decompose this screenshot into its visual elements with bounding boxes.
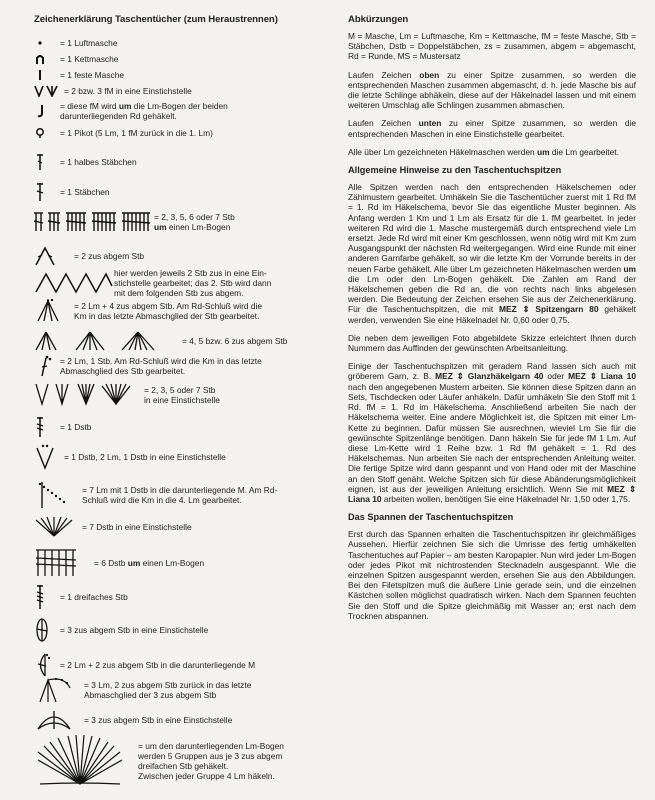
v-shells-icon (34, 382, 144, 408)
legend-text: = 2, 3, 5 oder 7 Stb in eine Einstichstelle (144, 385, 220, 405)
dstb-icon (34, 416, 60, 438)
legend-row-kettmasche (34, 53, 118, 65)
legend-text: = 4, 5 bzw. 6 zus abgem Stb (182, 336, 288, 346)
legend-row-groups-big (34, 734, 284, 788)
legend-row-three-tog (34, 617, 208, 643)
legend-text: = 6 Dstb um einen Lm-Bogen (94, 558, 205, 568)
two-three-fm-icon (34, 85, 64, 97)
legend-text: = 1 feste Masche (60, 70, 125, 80)
legend-text: = 1 Dstb, 2 Lm, 1 Dstb in eine Einstichstelle (64, 452, 226, 462)
three-dreifach-icon (34, 709, 84, 731)
paragraph-unten: Laufen Zeichen unten zu einer Spitze zusammen, so werden die entsprechenden Maschen in eine Einstichstelle gearbeitet. (348, 118, 636, 139)
two-tog-icon (34, 246, 74, 266)
paragraph-oben: Laufen Zeichen oben zu einer Spitze zusammen, so werden die entsprechenden Maschen zusammen abgemascht, d. h. jede Masche bis auf die letzte Schlinge abhäkeln, diese auf der Häkelnadel lassen und mit einem weiteren Umschlag alle Schlingen zusammen abmaschen. (348, 69, 636, 111)
allgemeine-hinweise-title: Allgemeine Hinweise zu den Taschentuchspitzen (348, 165, 562, 176)
legend-row-dstb-lm (34, 444, 226, 470)
legend-text: = 1 Luftmasche (60, 38, 118, 48)
legend-row-fan-ch (34, 299, 262, 323)
paragraph-allgemein-2: Die neben dem jeweiligen Foto abgebildete Skizze erleichtert Ihnen durch Nummern das Auffinden der gewünschten Arbeitsanleitung. (348, 332, 636, 354)
legend-text: = 3 zus abgem Stb in eine Einstichstelle (60, 625, 209, 635)
legend-text: = 2, 3, 5, 6 oder 7 Stb um einen Lm-Bogen (154, 212, 235, 232)
legend-row-halbes-stb (34, 153, 137, 171)
legend-row-j (34, 101, 228, 121)
legend-row-seven-dstb (34, 516, 192, 538)
legend-text: = 3 Lm, 2 zus abgem Stb zurück in das letzte Abmaschglied der 3 zus abgem Stb (84, 680, 252, 700)
legend-column (34, 14, 340, 781)
legend-row-six-dstb (34, 548, 204, 578)
legend-row-luftmasche (34, 38, 118, 48)
ch-two-tog-icon (34, 652, 60, 678)
legend-text: = 1 Kettmasche (60, 54, 119, 64)
legend-row-lm-three (34, 676, 251, 704)
legend-text: = 2 bzw. 3 fM in eine Einstichstelle (64, 86, 192, 96)
abkuerzungen-text: M = Masche, Lm = Luftmasche, Km = Kettmasche, fM = feste Masche, Stb = Stäbchen, Dstb = Doppelstäbchen, zs = zusammen, abgem = abgemascht, Rd = Runde, MS = Mustersatz (348, 31, 636, 62)
legend-title: Zeichenerklärung Taschentücher (zum Heraustrennen) (34, 14, 278, 25)
paragraph-spannen: Erst durch das Spannen erhalten die Taschentuchspitzen ihr gleichmäßiges Aussehen. Hierfür zeichnen Sie sich die Umrisse des fertig umhäkelten Taschentuches auf Papier – am besten Karopapier. Nun wird jeder Lm-Bogen oder jedes Pikot mit nichtrostenden Stecknadeln ausgespannt. Wie die einzelnen Spitzen ausgespannt werden, ersehen Sie aus den Abbildungen. Bei den Filetspitzen muß die äußere Linie gerade sein, und die einzelnen Kästchen sollen möglichst quadratisch wirken. Nach dem Spannen feuchten Sie den Stoff und die Spitze gleichmäßig mit Wasser an; erst nach dem Trocknen abspannen. (348, 529, 636, 621)
stab-icon (34, 182, 60, 202)
groups-big-icon (34, 734, 138, 788)
feste-masche-icon (34, 69, 60, 81)
legend-text: = 7 Dstb in eine Einstichstelle (82, 522, 192, 532)
paragraph-alle: Alle über Lm gezeichneten Häkelmaschen werden um die Lm gearbeitet. (348, 146, 619, 157)
dstb-lm-icon (34, 444, 64, 470)
kettmasche-icon (34, 53, 60, 65)
ch-stb-icon (34, 354, 60, 378)
legend-text: = diese fM wird um die Lm-Bogen der beiden darunterliegenden Rd gehäkelt. (60, 101, 228, 121)
legend-row-staebchen (34, 182, 110, 202)
legend-row-two-tog (34, 246, 144, 266)
legend-text: = 2 zus abgem Stb (74, 251, 145, 261)
legend-text: = 1 Pikot (5 Lm, 1 fM zurück in die 1. Lm) (60, 128, 213, 138)
legend-text: = 1 dreifaches Stb (60, 592, 128, 602)
seven-dstb-icon (34, 516, 82, 538)
legend-text: = 2 Lm + 4 zus abgem Stb. Am Rd-Schluß wird die Km in das letzte Abmaschglied der Stb gearbeitet. (74, 301, 263, 321)
fan-ch-icon (34, 299, 74, 323)
text-column (348, 14, 636, 629)
legend-row-pikot (34, 127, 213, 139)
paragraph-allgemein-3: Einige der Taschentuchspitzen mit geradem Rand lassen sich auch mit gröberem Garn, z. B. MEZ ⇕ Glanzhäkelgarn 40 oder MEZ ⇕ Liana 10 nach den angegebenen Mustern arbeiten. Sie können diese Spitzen dann an Sets, Tischdecken oder Läufer anhäkeln. Dafür umhäkeln Sie den Stoff mit 1 Rd. fM = 1. Rd im Häkelschema. Anschließend arbeiten Sie nach der Häkelschema weiter. Eine andere Möglichkeit ist, die Spitzen mit einer Lm-Kette zu beginnen. Dafür müssen Sie ausrechnen, wieviel Lm Sie für die gewünschte Spitzenlänge benötigen. Dann häkeln Sie für jede fM 1 Lm. Auf diese Lm-Kette wird 1 Reihe bzw. 1 Rd fM gehäkelt = 1. Rd des Häkelschemas. Nun arbeiten Sie nach der entsprechenden Anleitung weiter. Die fertige Spitze wird dann gespannt und von Hand oder mit der Maschine an den Stoff genäht. Welche Spitzen sich für diese Abänderungsmöglichkeit eignen, ist aus der jeweiligen Anleitung ersichtlich. Wenn Sie mit MEZ ⇕ Liana 10 arbeiten wollen, benötigen Sie eine Häkelnadel Nr. 1,50 oder 1,75. (348, 361, 636, 504)
legend-row-three-dreifach (34, 709, 232, 731)
legend-text: = 1 halbes Stäbchen (60, 157, 137, 167)
halbes-stb-icon (34, 153, 60, 171)
paragraph-allgemein-1: Alle Spitzen werden nach den entsprechenden Häkelschemen oder Zählmustern gearbeitet. Umhäkeln Sie die Taschentücher zuerst mit 1 Rd fM = 1. Rd im Häkelschema, bevor Sie das eigentliche Muster beginnen. Als Anfang werden 1 Km und 1 Lm als Ersatz für die 1. fM gearbeitet. In jeder weiteren Rd wird die 1. Masche mustergemäß durch entsprechend viele Lm ersetzt. Jede Rd wird mit einer Km geschlossen, wenn nötig wird mit Km zum Ausgangspunkt der nächsten Rd weitergegangen. Wird eine Runde mit einer anderen Garnfarbe gehäkelt, so wir die letzte Km der Vorrunde bereits in der neuen Farbe gehäkelt. Alle über Lm gezeichneten Häkelmaschen werden um die Lm oder den Lm-Bogen gehäkelt. Die Zahlen am Rand der Häkelschemen geben die Rd an, die von rechts nach links abgelesen werden. Die Bedeutung der Zeichen ersehen Sie aus der Zeichenerklärung. Für die Taschentuchspitzen, die mit MEZ ⇕ Spitzengarn 80 gehäkelt werden, verwenden Sie eine Häkelnadel Nr. 0,60 oder 0,75. (348, 182, 636, 325)
legend-row-lm-dstb (34, 480, 277, 510)
legend-text: = 3 zus abgem Stb in eine Einstichstelle (84, 715, 233, 725)
j-icon (34, 104, 60, 118)
legend-row-dstb (34, 416, 91, 438)
three-tog-icon (34, 617, 60, 643)
legend-row-ch-two-tog (34, 652, 255, 678)
six-dstb-icon (34, 548, 94, 578)
legend-row-two-three-fm (34, 85, 192, 97)
legend-row-ch-stb (34, 354, 262, 378)
zigzag-icon (34, 270, 114, 296)
legend-text: = 1 Dstb (60, 422, 92, 432)
fans-tog-icon (34, 330, 182, 352)
legend-row-zigzag (34, 268, 271, 298)
legend-text: = 2 Lm + 2 zus abgem Stb in die darunterliegende M (60, 660, 256, 670)
legend-row-feste-masche (34, 69, 124, 81)
legend-text: = 2 Lm, 1 Stb. Am Rd-Schluß wird die Km in das letzte Abmaschglied des Stb gearbeitet. (60, 356, 262, 376)
legend-text: = 1 Stäbchen (60, 187, 110, 197)
dot-icon (34, 38, 60, 48)
abkuerzungen-title: Abkürzungen (348, 14, 409, 25)
legend-row-stb-groups (34, 211, 235, 233)
lm-three-icon (34, 676, 84, 704)
picot-icon (34, 127, 60, 139)
legend-text: hier werden jeweils 2 Stb zus in eine Ein- stichstelle gearbeitet; das 2. Stb wird dann mit dem folgenden Stb zus abgem. (114, 268, 272, 298)
spannen-title: Das Spannen der Taschentuchspitzen (348, 512, 514, 523)
legend-row-fans-tog (34, 330, 287, 352)
legend-text: = 7 Lm mit 1 Dstb in die darunterliegende M. Am Rd- Schluß wird die Km in die 4. Lm gearbeitet. (82, 485, 278, 505)
legend-row-v-shells (34, 382, 220, 408)
lm-dstb-icon (34, 480, 82, 510)
legend-row-dreifach (34, 584, 128, 610)
dreifach-icon (34, 584, 60, 610)
legend-text: = um den darunterliegenden Lm-Bogen werden 5 Gruppen aus je 3 zus abgem dreifachen Stb gehäkelt. Zwischen jeder Gruppe 4 Lm häkeln. (138, 741, 284, 781)
